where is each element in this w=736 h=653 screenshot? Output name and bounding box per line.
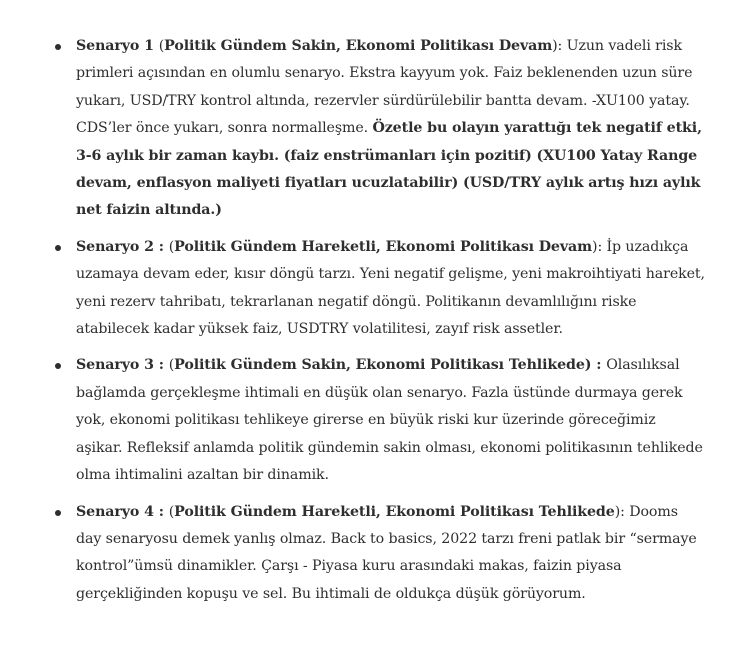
- text-run: Olasılıksal bağlamda gerçekleşme ihtimali en düşük olan senaryo. Fazla üstünde durmaya gerek yok, ekonomi politikası tehlikeye girerse en büyük riski kur üzerinde göreceğimiz aşikar. Refleksif anlamda politik gündemin sakin olması, ekonomi politikasının tehlikede olma ihtimalini azaltan bir dinamik.: [76, 357, 703, 484]
- text-run: (: [158, 38, 165, 54]
- scenario-item-3: [76, 352, 706, 489]
- bullet-icon: [55, 363, 61, 369]
- text-run: ): Dooms day senaryosu demek yanlış olmaz. Back to basics, 2022 tarzı freni patlak bir “sermaye kontrol”ümsü dinamikler. Çarşı - Piyasa kuru arasındaki makas, faizin piyasa gerçekliğinden kopuşu ve sel. Bu ihtimali de oldukça düşük görüyorum.: [76, 503, 697, 602]
- text-run: (: [168, 357, 175, 374]
- bullet-icon: [55, 510, 61, 516]
- scenario-text: [76, 38, 702, 218]
- scenario-title: Senaryo 1: [76, 38, 159, 54]
- scenario-item-1: [76, 33, 706, 225]
- bullet-icon: [55, 245, 61, 251]
- scenario-heading: Politik Gündem Sakin, Ekonomi Politikası Devam: [164, 38, 553, 54]
- text-run: ): İp uzadıkça uzamaya devam eder, kısır döngü tarzı. Yeni negatif gelişme, yeni makroihtiyati hareket, yeni rezerv tahribatı, tekrarlanan negatif döngü. Politikanın devamlılığını riske atabilecek kadar yüksek faiz, USDTRY volatilitesi, zayıf risk assetler.: [76, 238, 705, 338]
- scenario-item-4: [76, 499, 706, 609]
- scenario-text: [76, 357, 703, 483]
- scenario-title: Senaryo 3 :: [76, 357, 169, 374]
- text-run: ): Uzun vadeli risk primleri açısından en olumlu senaryo. Ekstra kayyum yok. Faiz beklenenden uzun süre yukarı, USD/TRY kontrol altında, rezervler sürdürülebilir bantta devam. -XU100 yatay. CDS’ler önce yukarı, sonra normalleşme.: [76, 38, 693, 137]
- scenario-heading: Politik Gündem Hareketli, Ekonomi Politikası Tehlikede: [174, 503, 615, 520]
- scenario-title: Senaryo 4 :: [76, 503, 169, 520]
- text-run: ) :: [584, 357, 607, 374]
- scenario-text: [76, 504, 697, 602]
- text-run: (: [168, 238, 175, 255]
- scenario-title: Senaryo 2 :: [76, 238, 169, 255]
- scenario-heading: Politik Gündem Sakin, Ekonomi Politikası Tehlikede: [174, 357, 585, 374]
- scenario-item-2: [76, 234, 706, 344]
- bullet-icon: [55, 44, 61, 50]
- scenario-heading: Politik Gündem Hareketli, Ekonomi Politikası Devam: [174, 238, 593, 255]
- emphasis-text: Özetle bu olayın yarattığı tek negatif etki, 3-6 aylık bir zaman kaybı. (faiz enstrümanları için pozitif) (XU100 Yatay Range devam, enflasyon maliyeti fiyatları ucuzlatabilir) (USD/TRY aylık artış hızı aylık net faizin altında.): [76, 120, 702, 219]
- scenario-list: [76, 33, 706, 608]
- scenario-text: [76, 239, 705, 337]
- text-run: (: [168, 503, 175, 520]
